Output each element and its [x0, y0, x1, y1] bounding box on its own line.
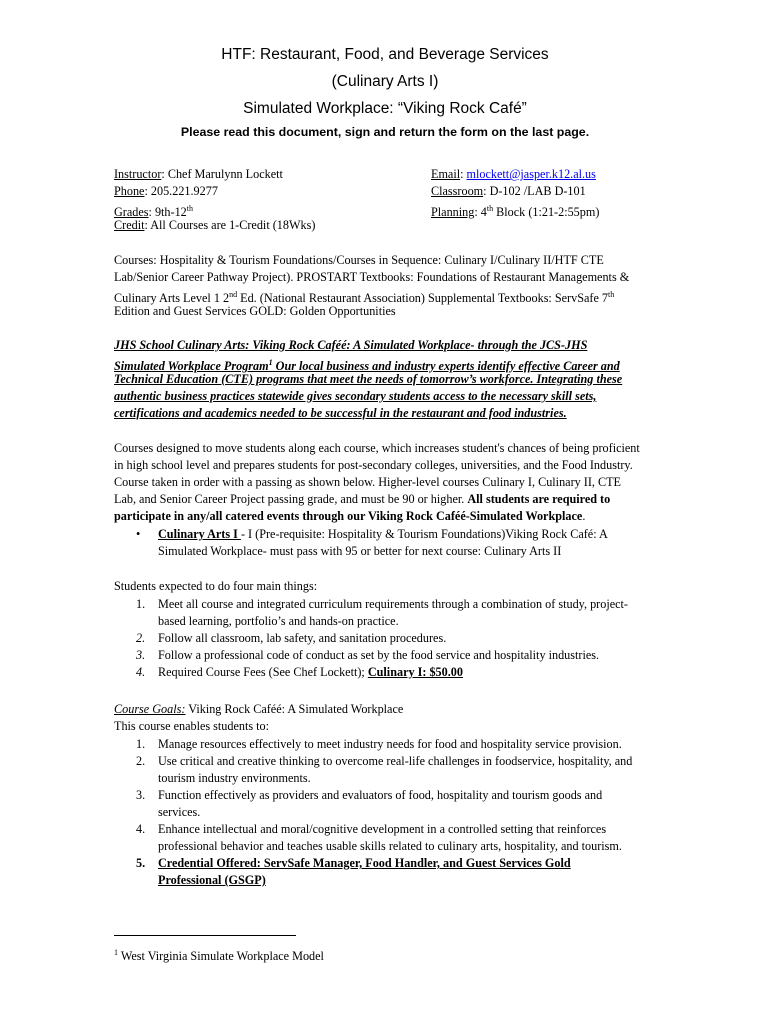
design-line1: Courses designed to move students along each course, which increases student's chances of being proficient — [114, 441, 640, 455]
bullet-mark: • — [136, 527, 141, 541]
design-line4b: All students are required to — [467, 492, 611, 506]
design-line5-end: . — [582, 509, 586, 523]
goal-item-1-line1: Manage resources effectively to meet industry needs for food and hospitality service provision. — [158, 737, 622, 751]
bullet-line1 — [158, 526, 608, 543]
design-line5-text: participate in any/all catered events through our Viking Rock Caféé-Simulated Workplace — [114, 509, 583, 523]
mission-line1: JHS School Culinary Arts: Viking Rock Caféé: A Simulated Workplace- through the JCS-JHS — [114, 338, 588, 352]
expectations-intro: Students expected to do four main things: — [114, 579, 318, 593]
goal-num-1: 1. — [136, 737, 146, 751]
doc-instruction: Please read this document, sign and return the form on the last page. — [180, 125, 590, 139]
classroom-value: : D-102 /LAB D-101 — [483, 184, 586, 198]
email-line: Email: mlockett@jasper.k12.al.us — [431, 167, 596, 181]
phone-line — [114, 183, 218, 200]
exp-num-4: 4. — [136, 665, 146, 679]
email-label: Email — [431, 167, 461, 181]
mission-line4: authentic business practices statewide gives secondary students access to the necessary skill sets, — [114, 389, 597, 403]
grades-value: : 9th-12 — [148, 205, 187, 220]
courses-line3b: Ed. (National Restaurant Association) Supplemental Textbooks: ServSafe 7 — [237, 291, 609, 306]
doc-title-line3: Simulated Workplace: “Viking Rock Café” — [243, 100, 527, 117]
credit-value: : All Courses are 1-Credit (18Wks) — [144, 218, 316, 232]
exp-item-4-line1 — [158, 664, 463, 681]
footnote-ref: 1 — [268, 358, 273, 367]
design-line3: Course taken in order with a passing as shown below. Higher-level courses Culinary I, Culinary II, CTE — [114, 475, 622, 489]
planning-line — [431, 200, 599, 221]
mission-line5: certifications and academics needed to be successful in the restaurant and food industries. — [114, 406, 567, 420]
exp-item-2-line1: Follow all classroom, lab safety, and sanitation procedures. — [158, 631, 447, 645]
bullet-title: Culinary Arts I — [158, 527, 241, 541]
bullet-line2: Simulated Workplace- must pass with 95 or better for next course: Culinary Arts II — [158, 544, 562, 558]
goal-item-4-line1: Enhance intellectual and moral/cognitive development in a controlled setting that reinforces — [158, 822, 607, 836]
exp-item-4-text: Required Course Fees (See Chef Lockett); — [158, 665, 368, 679]
instructor-label: Instructor — [114, 167, 162, 181]
goal-item-5-line2: Professional (GSGP) — [158, 873, 266, 887]
footnote-text: West Virginia Simulate Workplace Model — [118, 949, 324, 964]
goal-item-2-line2: tourism industry environments. — [158, 771, 311, 785]
exp-num-3: 3. — [136, 648, 146, 662]
exp-item-3-line1: Follow a professional code of conduct as set by the food service and hospitality industries. — [158, 648, 600, 662]
goal-item-2-line1: Use critical and creative thinking to overcome real-life challenges in foodservice, hospitality, and — [158, 754, 633, 768]
credit-label: Credit — [114, 218, 145, 232]
course-fee: Culinary I: $50.00 — [367, 665, 463, 679]
courses-line2: Lab/Senior Career Pathway Project). PROSTART Textbooks: Foundations of Restaurant Managements & — [114, 270, 630, 284]
courses-line1: Courses: Hospitality & Tourism Foundations/Courses in Sequence: Culinary I/Culinary II/HTF CTE — [114, 253, 604, 267]
goal-item-3-line2: services. — [158, 805, 201, 819]
goal-num-3: 3. — [136, 788, 146, 802]
goals-heading — [114, 701, 403, 718]
design-line5 — [114, 508, 585, 525]
goals-label-rest: Viking Rock Caféé: A Simulated Workplace — [185, 702, 404, 716]
mission-line2b: Our local business and industry experts identify effective Career and — [272, 359, 620, 374]
courses-line3a: Culinary Arts Level 1 2 — [114, 291, 230, 306]
goal-item-5-line1: Credential Offered: ServSafe Manager, Food Handler, and Guest Services Gold — [158, 856, 571, 870]
planning-value-a: : 4 — [474, 205, 487, 220]
bullet-text1: - I (Pre-requisite: Hospitality & Tourism Foundations)Viking Rock Café: A — [240, 527, 608, 541]
footnote-divider — [114, 935, 296, 936]
instructor-value: : Chef Marulynn Lockett — [161, 167, 283, 181]
goal-num-5: 5. — [136, 856, 146, 870]
goals-label: Course Goals: — [114, 702, 186, 716]
footnote-mark: 1 — [114, 948, 118, 957]
footnote — [114, 944, 324, 965]
goal-item-3-line1: Function effectively as providers and evaluators of food, hospitality and tourism goods and — [158, 788, 603, 802]
classroom-line — [431, 183, 586, 200]
credit-line — [114, 217, 315, 234]
mission-line3: Technical Education (CTE) programs that meet the needs of tomorrow’s workforce. Integrating these — [114, 372, 623, 386]
phone-label: Phone — [114, 184, 145, 198]
exp-num-1: 1. — [136, 597, 146, 611]
design-line2: in high school level and prepares students for post-secondary colleges, universities, and the Food Industry. — [114, 458, 633, 472]
grades-sup: th — [186, 204, 194, 213]
courses-line3-sup2: th — [608, 290, 615, 299]
goals-intro: This course enables students to: — [114, 719, 270, 733]
goal-num-2: 2. — [136, 754, 146, 768]
goal-num-4: 4. — [136, 822, 146, 836]
goal-item-4-line2: professional behavior and teaches usable skills related to culinary arts, hospitality, and tourism. — [158, 839, 622, 853]
design-line4 — [114, 491, 610, 508]
phone-value: : 205.221.9277 — [144, 184, 218, 198]
doc-title-line2: (Culinary Arts I) — [331, 73, 439, 90]
planning-sup: th — [486, 204, 494, 213]
doc-title-line1: HTF: Restaurant, Food, and Beverage Services — [221, 46, 549, 63]
exp-item-1-line1: Meet all course and integrated curriculum requirements through a combination of study, project- — [158, 597, 628, 611]
planning-label: Planning — [431, 205, 475, 220]
design-line4a: Lab, and Senior Career Project passing grade, and must be 90 or higher. — [114, 492, 468, 506]
email-link[interactable]: mlockett@jasper.k12.al.us — [466, 167, 596, 181]
courses-line4: Edition and Guest Services GOLD: Golden Opportunities — [114, 304, 396, 318]
exp-item-1-line2: based learning, portfolio’s and hands-on practice. — [158, 614, 399, 628]
exp-num-2: 2. — [136, 631, 146, 645]
courses-line3-sup: nd — [229, 290, 238, 299]
instructor-line — [114, 166, 283, 183]
planning-value-b: Block (1:21-2:55pm) — [493, 205, 600, 220]
classroom-label: Classroom — [431, 184, 484, 198]
mission-line2a: Simulated Workplace Program — [114, 359, 269, 374]
grades-label: Grades — [114, 205, 149, 220]
